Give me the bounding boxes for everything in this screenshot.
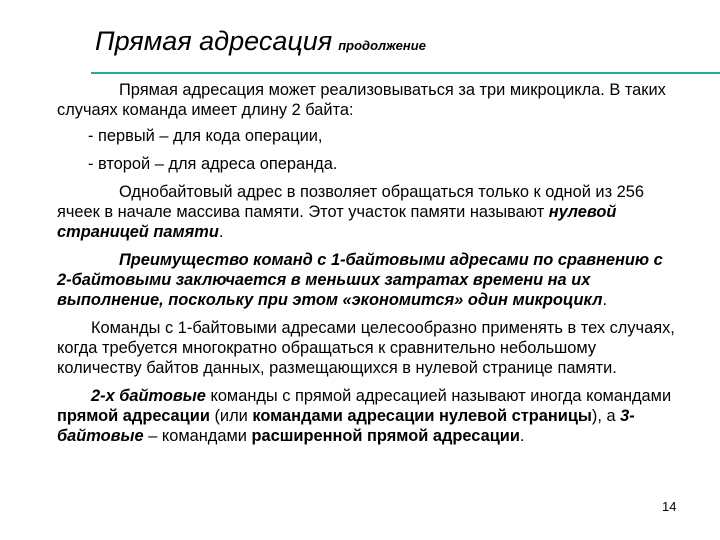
punctuation: . — [519, 427, 525, 445]
list-item: - первый – для кода операции, — [88, 127, 323, 145]
paragraph-usage: Команды с 1-байтовыми адресами целесообразно применять в тех случаях, когда требуется многократно обращаться к сравнительно небольшому количеству байтов данных, размещающихся в нулевой странице памяти. — [57, 319, 675, 377]
advantage-emphasis: Преимущество команд с 1-байтовыми адресами по сравнению с 2-байтовыми заключается в меньших затратах времени на их выполнение, поскольку при этом «экономится» один микроцикл — [57, 251, 663, 309]
paragraph-text: команды с прямой адресацией называют иногда командами — [205, 387, 672, 405]
paragraph-text: ), а — [591, 407, 621, 425]
term-extended-direct: расширенной прямой адресации — [251, 427, 520, 445]
term-two-byte: 2-х байтовые — [91, 387, 206, 405]
list-item: - второй – для адреса операнда. — [88, 155, 338, 173]
term-zero-page: нулевой страницей памяти — [57, 203, 617, 241]
term-direct-addressing: прямой адресации — [57, 407, 210, 425]
title-subtitle: продолжение — [338, 38, 426, 53]
paragraph-zero-page — [57, 182, 677, 242]
paragraph-text: Однобайтовый адрес в позволяет обращаться только к одной из 256 ячеек в начале массива памяти. Этот участок памяти называют — [57, 183, 644, 221]
term-three-byte: 3-байтовые — [57, 407, 635, 445]
page-number: 14 — [662, 499, 677, 514]
slide-body — [57, 80, 677, 446]
punctuation: . — [218, 223, 224, 241]
title-text: Прямая адресация — [95, 26, 333, 56]
paragraph-text: (или — [209, 407, 253, 425]
slide-title — [95, 26, 426, 57]
title-underline — [91, 72, 720, 74]
paragraph-names — [57, 386, 677, 446]
punctuation: . — [602, 291, 607, 309]
paragraph-intro: Прямая адресация может реализовываться за три микроцикла. В таких случаях команда имеет длину 2 байта: — [57, 81, 666, 119]
paragraph-advantage — [57, 250, 677, 310]
paragraph-text: – командами — [143, 427, 252, 445]
term-zero-page-addressing: командами адресации нулевой страницы — [252, 407, 592, 425]
